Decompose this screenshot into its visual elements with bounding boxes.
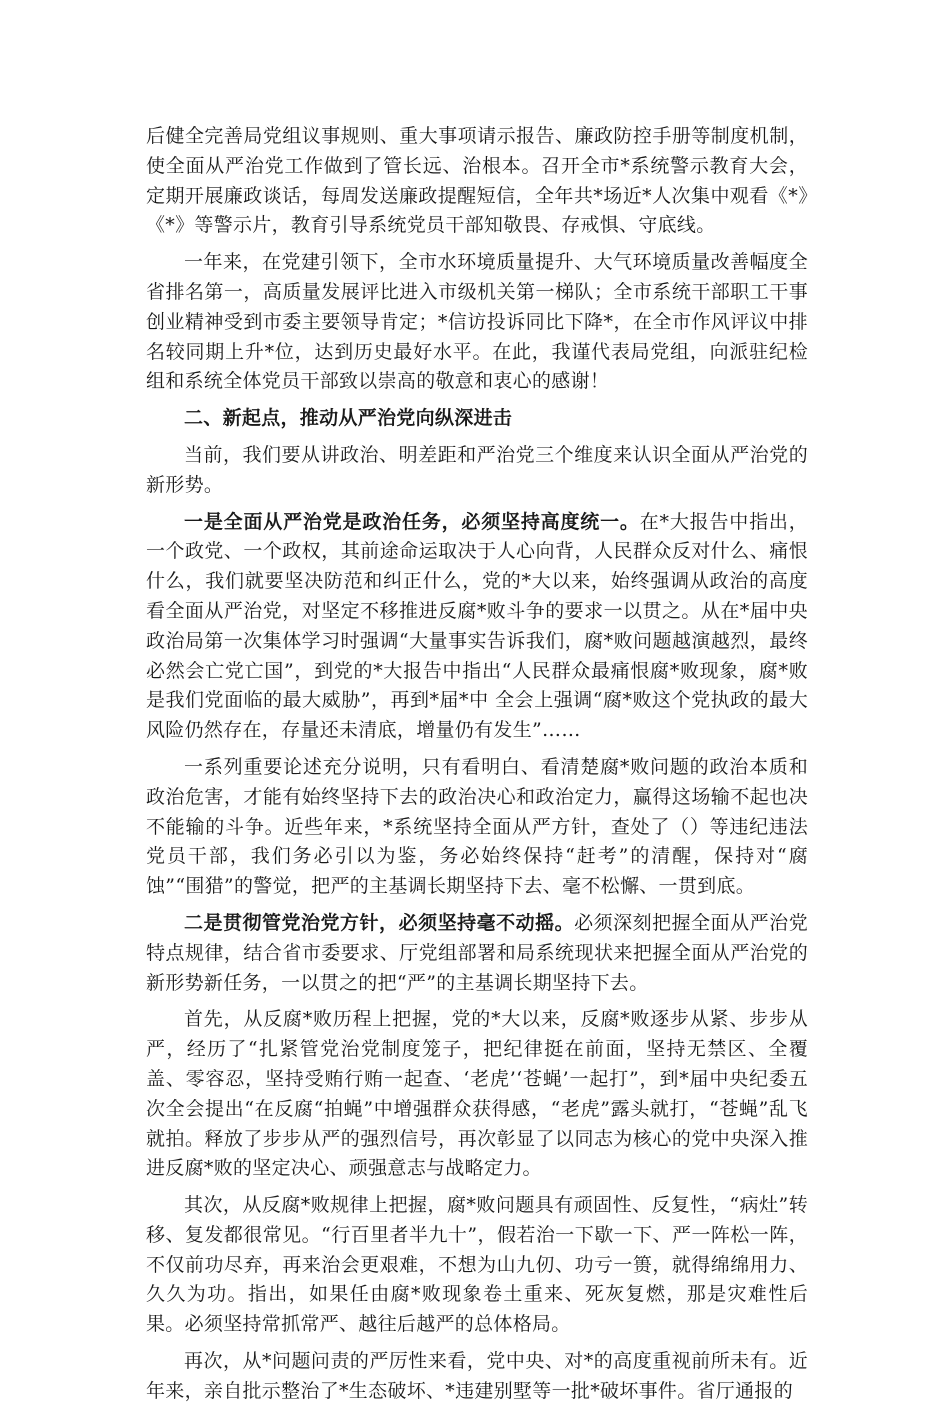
- paragraph-4-body: 在*大报告中指出，一个政党、一个政权，其前途命运取决于人心向背，人民群众反对什么、痛恨什么，我们就要坚决防范和纠正什么，党的*大以来，始终强调从政治的高度看全面从严治党，对坚定不移推进反腐*败斗争的要求一以贯之。从在*届中央政治局第一次集体学习时强调“大量事实告诉我们，腐*败问题越演越烈，最终必然会亡党亡国”，到党的*大报告中指出“人民群众最痛恨腐*败现象，腐*败是我们党面临的最大威胁”，再到*届*中 全会上强调“腐*败这个党执政的最大风险仍然存在，存量还未清底，增量仍有发生”……: [146, 510, 809, 742]
- document-body: [146, 122, 808, 1414]
- paragraph-4-lead: 一是全面从严治党是政治任务，必须坚持高度统一。: [184, 510, 640, 533]
- paragraph-3: 当前，我们要从讲政治、明差距和严治党三个维度来认识全面从严治党的新形势。: [146, 443, 808, 496]
- section-heading-2: 二、新起点，推动从严治党向纵深进击: [184, 407, 513, 430]
- paragraph-8: 其次，从反腐*败规律上把握，腐*败问题具有顽固性、反复性，“病灶”转移、复发都很常见。“行百里者半九十”，假若治一下歇一下、严一阵松一阵，不仅前功尽弃，再来治会更艰难，不想为山九仞、功亏一篑，就得绵绵用力、久久为功。指出，如果任由腐*败现象卷土重来、死灰复燃，那是灾难性后果。必须坚持常抓常严、越往后越严的总体格局。: [146, 1194, 808, 1336]
- paragraph-6-lead: 二是贯彻管党治党方针，必须坚持毫不动摇。: [184, 911, 575, 934]
- paragraph-6: [146, 909, 808, 998]
- paragraph-1: 后健全完善局党组议事规则、重大事项请示报告、廉政防控手册等制度机制，使全面从严治党工作做到了管长远、治根本。召开全市*系统警示教育大会，定期开展廉政谈话，每周发送廉政提醒短信，全年共*场近*人次集中观看《*》《*》等警示片，教育引导系统党员干部知敬畏、存戒惧、守底线。: [146, 125, 808, 237]
- paragraph-5: 一系列重要论述充分说明，只有看明白、看清楚腐*败问题的政治本质和政治危害，才能有始终坚持下去的政治决心和政治定力，赢得这场输不起也决不能输的斗争。近些年来，*系统坚持全面从严方针，查处了（）等违纪违法党员干部，我们务必引以为鉴，务必始终保持“赶考”的清醒，保持对“腐蚀”“围猎”的警觉，把严的主基调长期坚持下去、毫不松懈、一贯到底。: [146, 755, 808, 898]
- paragraph-9: 再次，从*问题问责的严厉性来看，党中央、对*的高度重视前所未有。近年来，亲自批示整治了*生态破坏、*违建别墅等一批*破坏事件。省厅通报的: [146, 1350, 808, 1402]
- paragraph-6-body: 必须深刻把握全面从严治党特点规律，结合省市委要求、厅党组部署和局系统现状来把握全面从严治党的新形势新任务，一以贯之的把“严”的主基调长期坚持下去。: [146, 911, 808, 994]
- paragraph-7: 首先，从反腐*败历程上把握，党的*大以来，反腐*败逐步从紧、步步从严，经历了“扎紧管党治党制度笼子，把纪律挺在前面，坚持无禁区、全覆盖、零容忍，坚持受贿行贿一起查、‘老虎’‘苍蝇’一起打”，到*届中央纪委五次全会提出“在反腐“拍蝇”中增强群众获得感，“老虎”露头就打，“苍蝇”乱飞就拍。释放了步步从严的强烈信号，再次彰显了以同志为核心的党中央深入推进反腐*败的坚定决心、顽强意志与战略定力。: [146, 1008, 808, 1180]
- paragraph-4: [146, 508, 808, 746]
- paragraph-2: 一年来，在党建引领下，全市水环境质量提升、大气环境质量改善幅度全省排名第一，高质量发展评比进入市级机关第一梯队；全市系统干部职工干事创业精神受到市委主要领导肯定；*信访投诉同比下降*，在全市作风评议中排名较同期上升*位，达到历史最好水平。在此，我谨代表局党组，向派驻纪检组和系统全体党员干部致以崇高的敬意和衷心的感谢！: [146, 251, 808, 393]
